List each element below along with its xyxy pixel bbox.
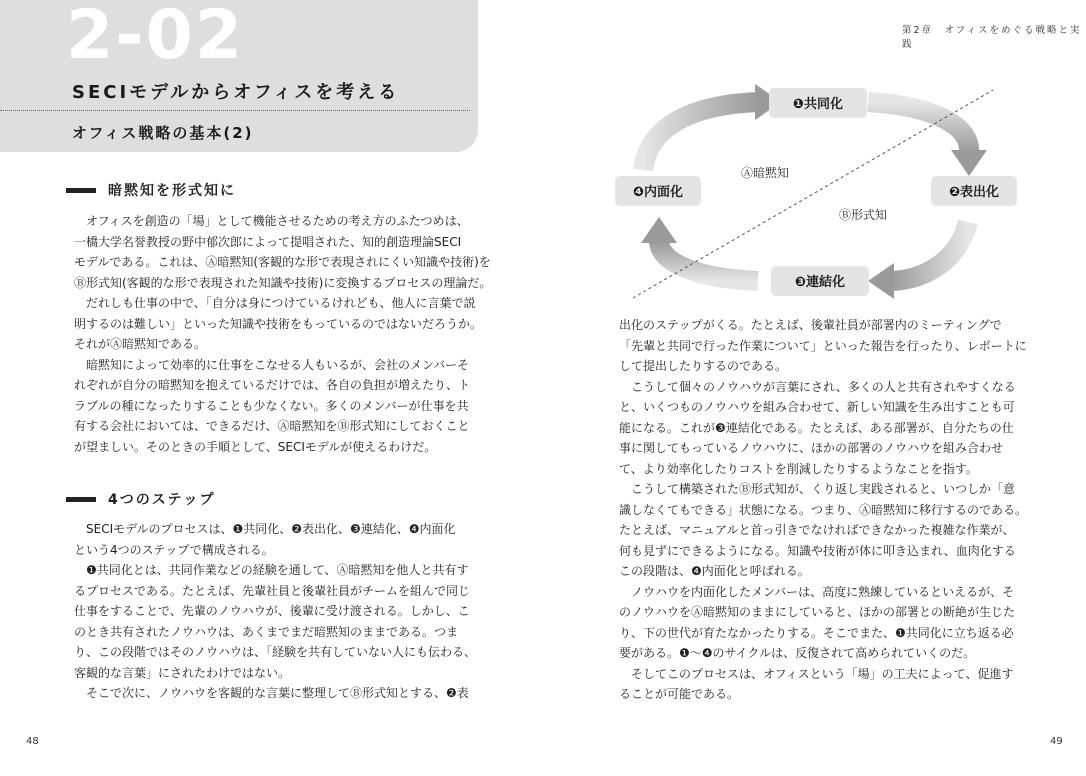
- text-line: 一橋大学名誉教授の野中郁次郎によって提唱された、知的創造理論SECI: [74, 234, 462, 249]
- heading-tacit-to-explicit: [66, 180, 236, 200]
- arrow-internalization-to-socialization: [643, 84, 781, 170]
- text-line: だれしも仕事の中で、「自分は身につけているけれども、他人に言葉で説: [74, 296, 476, 310]
- step-socialization-box: [769, 88, 867, 118]
- arrow-externalization-to-combination: [868, 222, 968, 299]
- running-head: 第2章 オフィスをめぐる戦略と実践: [902, 25, 1082, 50]
- text-line: と、いくつものノウハウを組み合わせて、新しい知識を生み出すことも可: [619, 400, 1015, 414]
- section-number: 2-02: [66, 0, 245, 75]
- step-combination-box: [771, 266, 869, 296]
- text-line: オフィスを創造の「場」として機能させるための考え方のふたつめは、: [74, 214, 469, 228]
- text-line: のノウハウをⒶ暗黙知のままにしていると、ほかの部署との断絶が生じた: [619, 605, 1016, 619]
- section-title: SECIモデルからオフィスを考える: [72, 82, 400, 103]
- text-line: ❶共同化とは、共同作業などの経験を通して、Ⓐ暗黙知を他人と共有す: [74, 563, 469, 577]
- text-line: れぞれが自分の暗黙知を抱えているだけでは、各自の負担が増えたり、ト: [74, 378, 471, 392]
- text-line: Ⓑ形式知(客観的な形で表現された知識や技術)に変換するプロセスの理論だ。: [74, 275, 492, 290]
- text-line: 有する会社においては、できるだけ、Ⓐ暗黙知をⒷ形式知にしておくこと: [74, 419, 470, 433]
- arrow-socialization-to-externalization: [868, 102, 987, 176]
- heading-bar: [66, 188, 96, 193]
- heading-text: 暗黙知を形式知に: [108, 183, 236, 199]
- text-line: そこで次に、ノウハウを客観的な言葉に整理してⒷ形式知とする、❷表: [74, 686, 469, 700]
- text-line: して提出したりするのである。: [619, 359, 788, 373]
- step-internalization-box: [615, 176, 701, 206]
- section-header: [0, 0, 478, 152]
- seci-cycle-diagram: [543, 0, 1086, 310]
- text-line: そしてこのプロセスは、オフィスという「場」の工夫によって、促進す: [619, 666, 1014, 681]
- text-line: モデルである。これは、Ⓐ暗黙知(客観的な形で表現されにくい知識や技術)を: [74, 255, 491, 269]
- text-line: ノウハウを内面化したメンバーは、高度に熟練しているといえるが、そ: [619, 584, 1015, 599]
- body-text-block-2: [74, 519, 476, 704]
- tacit-knowledge-label: Ⓐ暗黙知: [740, 166, 790, 180]
- arrow-combination-to-internalization: [641, 217, 758, 281]
- body-text-block-1: [74, 211, 491, 457]
- text-line: 何も見ずにできるようになる。知識や技術が体に叩き込まれ、血肉化する: [619, 543, 1016, 558]
- text-line: ラブルの種になったりすることも少なくない。多くのメンバーが仕事を共: [74, 398, 469, 413]
- text-line: 能になる。これが❸連結化である。たとえば、ある部署が、自分たちの仕: [619, 420, 1014, 435]
- text-line: たとえば、マニュアルと首っ引きでなければできなかった複雑な作業が、: [619, 523, 1015, 537]
- text-line: 仕事をすることで、先輩のノウハウが、後輩に受け渡される。しかし、こ: [74, 604, 470, 618]
- text-line: が望ましい。そのときの手順として、SECIモデルが使えるわけだ。: [74, 439, 437, 454]
- text-line: り、下の世代が育たなかったりする。そこでまた、❶共同化に立ち返る必: [619, 625, 1014, 640]
- text-line: 暗黙知によって効率的に仕事をこなせる人もいるが、会社のメンバーそ: [74, 357, 470, 372]
- step-socialization-label: ❶共同化: [792, 97, 844, 112]
- text-line: それがⒶ暗黙知である。: [74, 337, 207, 351]
- right-page: [543, 0, 1086, 776]
- dotted-divider: [0, 110, 470, 111]
- text-line: ることが可能である。: [619, 687, 740, 701]
- heading-bar: [66, 497, 96, 502]
- step-externalization-box: [931, 176, 1017, 206]
- heading-four-steps: [66, 489, 215, 509]
- page-number-left: 48: [26, 736, 39, 747]
- section-subtitle: オフィス戦略の基本(2): [72, 124, 254, 142]
- text-line: こうして構築されたⒷ形式知が、くり返し実践されると、いつしか「意: [619, 482, 1016, 496]
- step-combination-label: ❸連結化: [794, 275, 846, 290]
- text-line: 出化のステップがくる。たとえば、後輩社員が部署内のミーティングで: [619, 318, 1002, 332]
- text-line: この段階は、❹内面化と呼ばれる。: [619, 564, 810, 578]
- text-line: 要がある。❶〜❹のサイクルは、反復されて高められていくのだ。: [619, 646, 976, 660]
- step-internalization-label: ❹内面化: [632, 185, 684, 200]
- text-line: という4つのステップで構成される。: [74, 542, 274, 557]
- explicit-knowledge-label: Ⓑ形式知: [838, 208, 888, 222]
- step-externalization-label: ❷表出化: [948, 185, 1000, 200]
- text-line: 事に関してもっているノウハウに、ほかの部署のノウハウを組み合わせ: [619, 441, 1004, 455]
- text-line: 識しなくてもできる」状態になる。つまり、Ⓐ暗黙知に移行するのである。: [619, 502, 1028, 517]
- text-line: 明するのは難しい」といった知識や技術をもっているのではないだろうか。: [74, 316, 483, 331]
- text-line: て、より効率化したりコストを削減したりするようなことを指す。: [619, 461, 978, 476]
- text-line: こうして個々のノウハウが言葉にされ、多くの人と共有されやすくなる: [619, 379, 1016, 394]
- text-line: り、この段階ではそのノウハウは、「経験を共有していない人にも伝わる、: [74, 645, 477, 659]
- text-line: のとき共有されたノウハウは、あくまでまだ暗黙知のままである。つま: [74, 624, 459, 639]
- heading-text: 4つのステップ: [108, 492, 216, 508]
- body-text-block-3: [619, 315, 1027, 705]
- text-line: るプロセスである。たとえば、先輩社員と後輩社員がチームを組んで同じ: [74, 583, 471, 598]
- text-line: SECIモデルのプロセスは、❶共同化、❷表出化、❸連結化、❹内面化: [74, 522, 456, 536]
- page-number-right: 49: [1050, 736, 1063, 747]
- text-line: 客観的な言葉」にされたわけではない。: [74, 665, 291, 680]
- text-line: 「先輩と共同で行った作業について」といった報告を行ったり、レポートに: [619, 338, 1027, 353]
